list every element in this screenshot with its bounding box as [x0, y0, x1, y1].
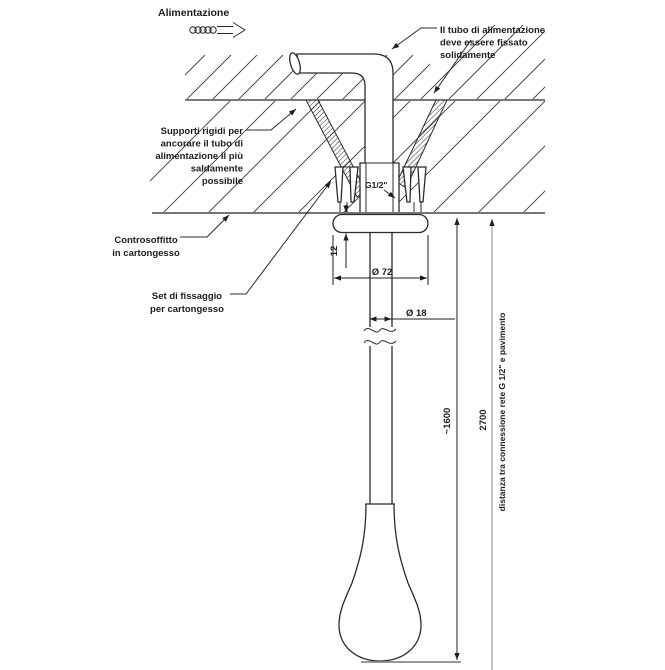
- svg-text:Supporti rigidi per: Supporti rigidi per: [160, 126, 243, 137]
- dim-18-label: Ø 18: [406, 308, 427, 319]
- dim-1600-label: ~1600: [442, 407, 453, 435]
- dim-12-label: 12: [329, 245, 340, 257]
- spout-teardrop: [339, 504, 421, 661]
- svg-text:possibile: possibile: [201, 176, 243, 187]
- leader-tubo-1: [392, 28, 437, 49]
- svg-text:alimentazione il più: alimentazione il più: [155, 151, 243, 162]
- alimentazione-label: Alimentazione: [158, 7, 230, 19]
- svg-text:Controsoffitto: Controsoffitto: [114, 235, 178, 246]
- distance-note-label: distanza tra connessione rete G 1/2" e pavimento: [497, 312, 507, 512]
- flow-arrow-icon: [190, 23, 245, 38]
- g12-label: G1/2": [365, 180, 388, 190]
- dimension-ceiling-to-spout: [442, 218, 457, 660]
- pipe-break-symbol: [364, 328, 396, 344]
- dim-2700-label: 2700: [478, 409, 489, 431]
- dimension-plate-diameter: [333, 235, 428, 285]
- dim-72-label: Ø 72: [371, 267, 393, 278]
- controsoffitto-label: [112, 235, 180, 259]
- svg-text:in cartongesso: in cartongesso: [112, 248, 180, 259]
- set-fissaggio-label: [150, 291, 224, 315]
- leader-controsoffitto: [180, 215, 229, 237]
- dimension-connection-to-floor: [478, 219, 507, 670]
- anchor-right: [403, 167, 426, 214]
- svg-text:solidamente: solidamente: [440, 50, 496, 61]
- svg-text:Il tubo di alimentazione: Il tubo di alimentazione: [440, 25, 546, 36]
- escutcheon-plate: [333, 215, 428, 233]
- svg-text:ancorare il tubo di: ancorare il tubo di: [160, 138, 243, 150]
- supporti-label: [155, 126, 243, 187]
- leader-set-fissaggio: [230, 181, 331, 294]
- dimension-pipe-diameter: [370, 308, 456, 319]
- svg-text:Set di fissaggio: Set di fissaggio: [151, 291, 223, 302]
- svg-text:per cartongesso: per cartongesso: [150, 304, 224, 315]
- svg-text:saldamente: saldamente: [190, 163, 243, 175]
- svg-text:deve essere fissato: deve essere fissato: [440, 37, 528, 49]
- leader-supporti: [246, 109, 296, 130]
- tubo-fissato-label: [440, 25, 545, 61]
